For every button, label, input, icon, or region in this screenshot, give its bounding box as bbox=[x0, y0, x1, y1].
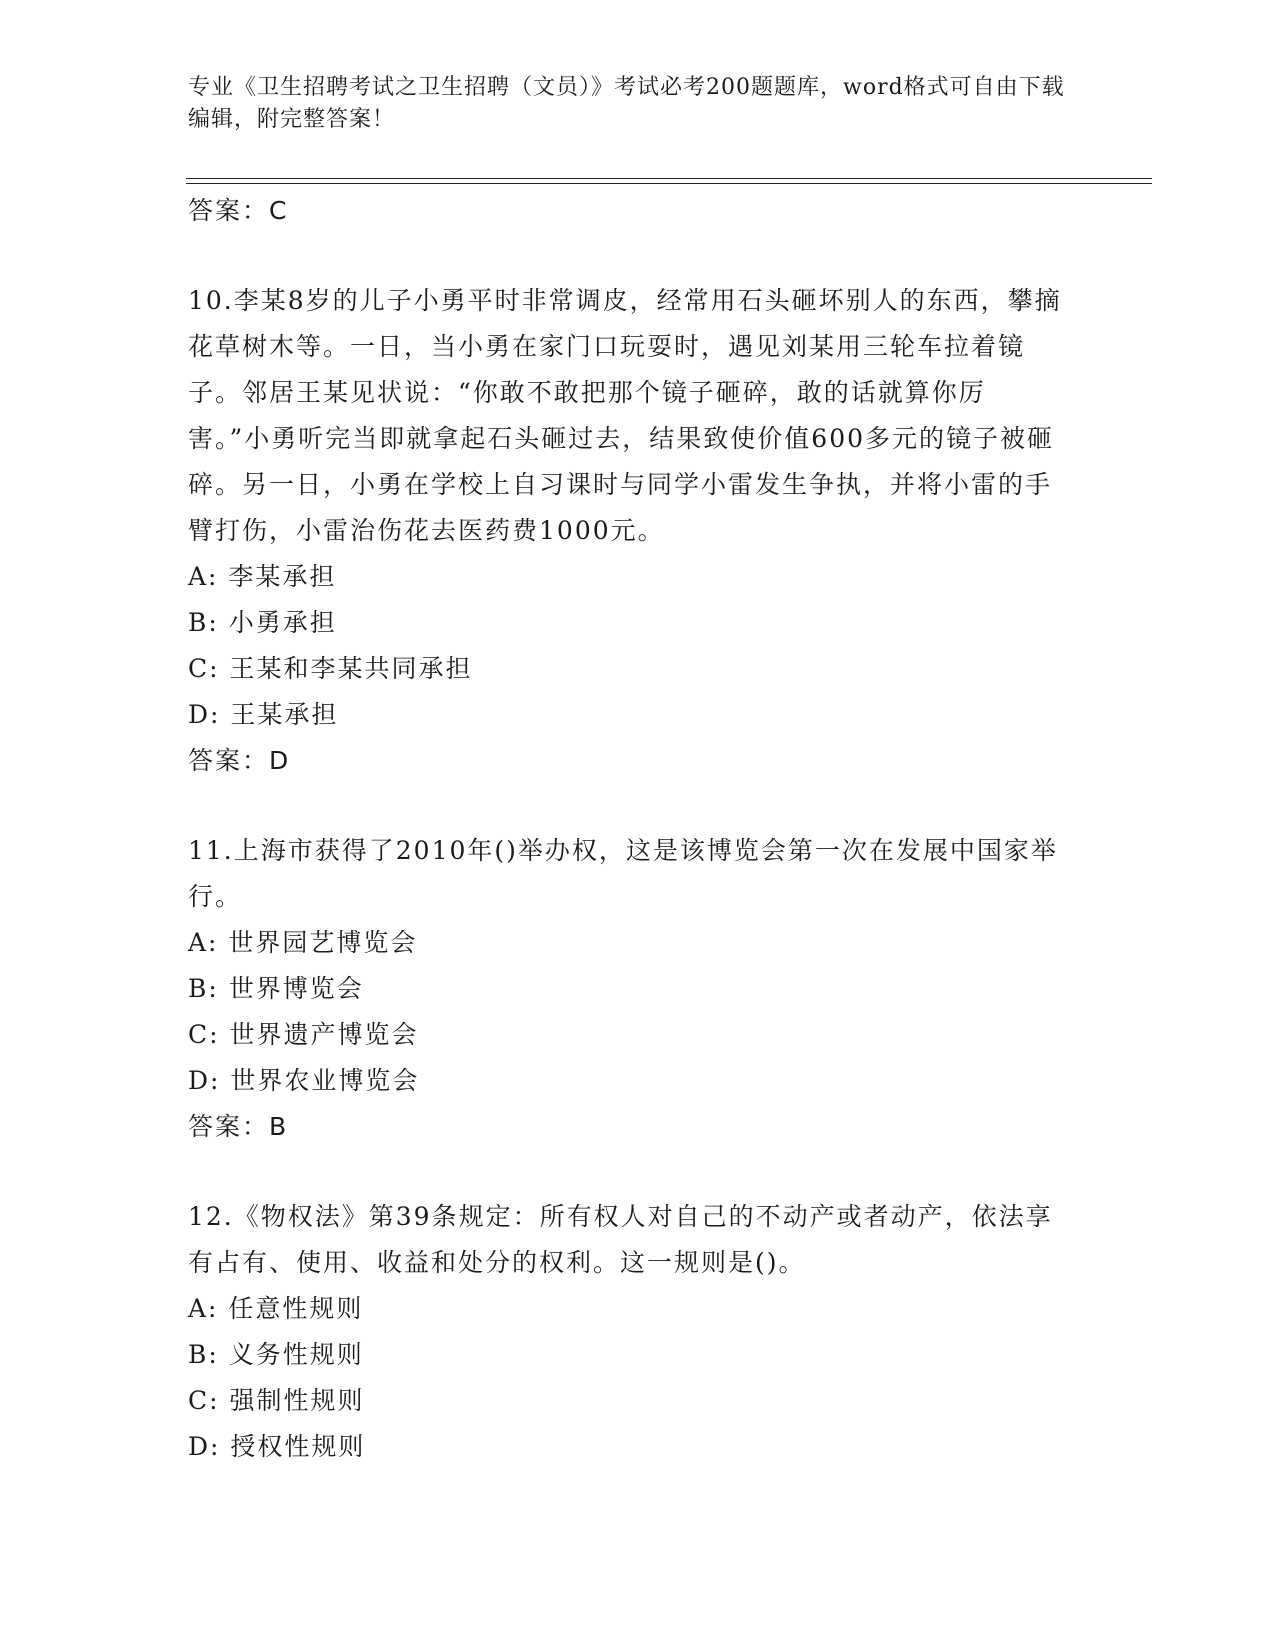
question-stem: 12.《物权法》第39条规定：所有权人对自己的不动产或者动产，依法享有占有、使用、收益和处分的权利。这一规则是()。 bbox=[188, 1202, 1053, 1277]
option-c: C: 强制性规则 bbox=[188, 1386, 365, 1415]
option-c: C: 世界遗产博览会 bbox=[188, 1020, 419, 1049]
question-stem: 11.上海市获得了2010年()举办权，这是该博览会第一次在发展中国家举行。 bbox=[188, 836, 1058, 911]
option-b: B: 义务性规则 bbox=[188, 1340, 364, 1369]
option-d: D: 王某承担 bbox=[188, 700, 339, 729]
answer-line-q9: 答案：C bbox=[188, 196, 289, 225]
document-body bbox=[188, 188, 1068, 1470]
question-stem: 10.李某8岁的儿子小勇平时非常调皮，经常用石头砸坏别人的东西，攀摘花草树木等。一日，当小勇在家门口玩耍时，遇见刘某用三轮车拉着镜子。邻居王某见状说：“你敢不敢把那个镜子砸碎，敢的话就算你厉害。”小勇听完当即就拿起石头砸过去，结果致使价值600多元的镜子被砸碎。另一日，小勇在学校上自习课时与同学小雷发生争执，并将小雷的手臂打伤，小雷治伤花去医药费1000元。 bbox=[188, 286, 1062, 545]
header-divider-top bbox=[186, 178, 1152, 179]
option-d: D: 世界农业博览会 bbox=[188, 1066, 420, 1095]
option-a: A: 世界园艺博览会 bbox=[188, 928, 418, 957]
answer-line: 答案：B bbox=[188, 1112, 289, 1141]
answer-line: 答案：D bbox=[188, 746, 291, 775]
option-c: C: 王某和李某共同承担 bbox=[188, 654, 473, 683]
question-block-11 bbox=[188, 828, 1068, 1150]
header-divider-bottom bbox=[186, 183, 1152, 184]
document-header-note: 专业《卫生招聘考试之卫生招聘（文员）》考试必考200题题库，word格式可自由下载编辑，附完整答案！ bbox=[188, 75, 1065, 132]
question-block-12 bbox=[188, 1194, 1068, 1470]
option-a: A: 任意性规则 bbox=[188, 1294, 364, 1323]
option-a: A: 李某承担 bbox=[188, 562, 337, 591]
option-b: B: 小勇承担 bbox=[188, 608, 337, 637]
question-block-10 bbox=[188, 278, 1068, 784]
option-d: D: 授权性规则 bbox=[188, 1432, 366, 1461]
option-b: B: 世界博览会 bbox=[188, 974, 364, 1003]
